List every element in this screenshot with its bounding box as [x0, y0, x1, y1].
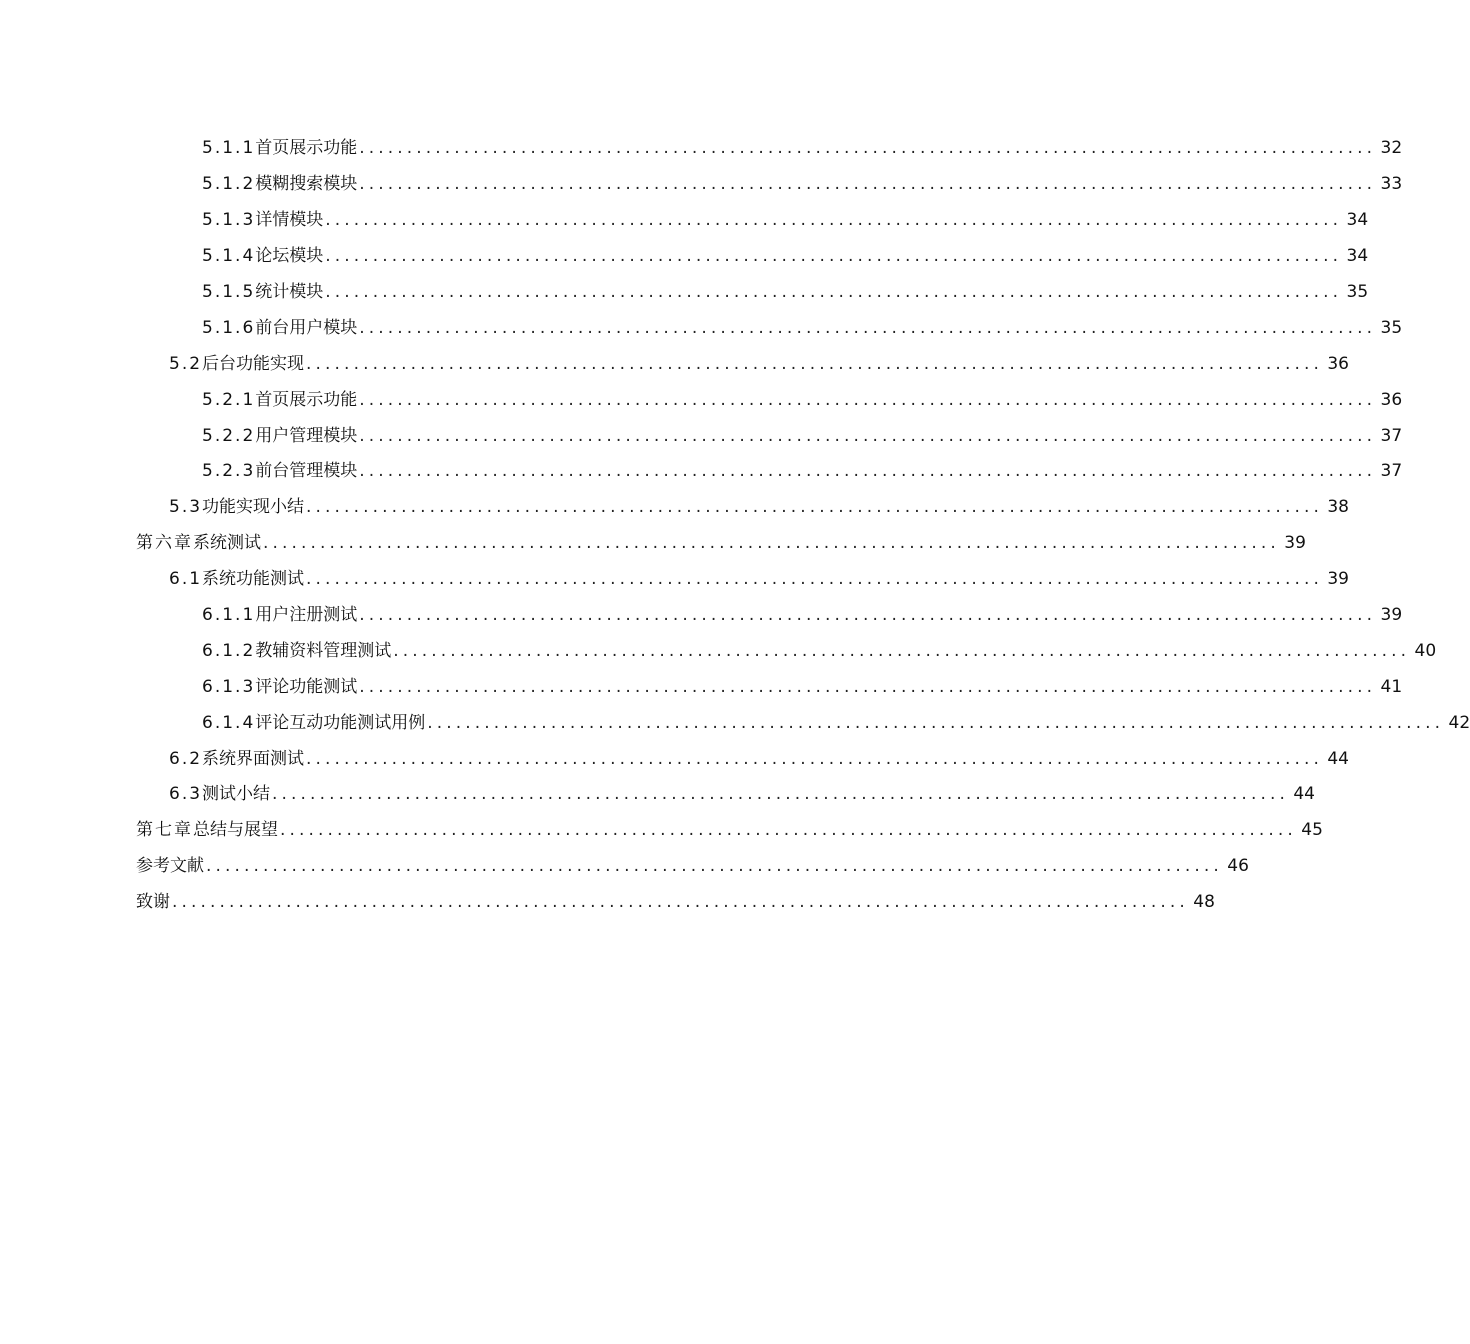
toc-entry-number: 5.2 — [169, 353, 203, 374]
toc-leader-dots: ........................................................................................................... — [206, 856, 1223, 877]
toc-entry-number: 5.2.1 — [202, 389, 256, 410]
toc-entry-page-number: 39 — [1327, 569, 1349, 590]
toc-entry-page-number: 32 — [1380, 138, 1403, 159]
toc-entry-page-number: 36 — [1327, 353, 1349, 374]
toc-entry-page-number: 41 — [1380, 676, 1403, 697]
toc-entry[interactable] — [0, 562, 1349, 598]
toc-entry-title: 参考文献 — [136, 856, 204, 877]
toc-entry-title: 用户注册测试 — [255, 605, 358, 626]
toc-leader-dots: ........................................................................................................... — [325, 210, 1343, 231]
toc-entry-number: 6.1.1 — [202, 605, 256, 626]
toc-entry-title: 统计模块 — [255, 282, 324, 302]
toc-entry-page-number: 48 — [1193, 892, 1215, 913]
toc-entry-number: 5.3 — [169, 497, 203, 518]
toc-entry[interactable] — [0, 849, 1249, 885]
toc-entry-title: 评论功能测试 — [255, 676, 358, 697]
toc-leader-dots: ........................................................................................................... — [359, 425, 1377, 446]
toc-leader-dots: ........................................................................................................... — [280, 820, 1297, 841]
table-of-contents — [0, 131, 1470, 921]
toc-entry-title: 测试小结 — [202, 784, 271, 805]
toc-entry-page-number: 37 — [1380, 425, 1403, 446]
toc-leader-dots: ........................................................................................................... — [325, 246, 1343, 267]
toc-entry-page-number: 39 — [1380, 605, 1403, 626]
toc-entry-title: 用户管理模块 — [255, 425, 358, 446]
toc-leader-dots: ........................................................................................................... — [263, 533, 1280, 554]
toc-leader-dots: ........................................................................................................... — [359, 605, 1377, 626]
toc-entry[interactable] — [0, 131, 1403, 167]
toc-entry[interactable] — [0, 454, 1403, 490]
toc-entry-number: 5.2.2 — [202, 425, 256, 446]
toc-entry[interactable] — [0, 490, 1349, 526]
toc-entry[interactable] — [0, 310, 1403, 346]
toc-entry-title: 前台管理模块 — [255, 461, 358, 482]
toc-entry-number: 5.1.3 — [202, 210, 256, 231]
toc-entry[interactable] — [0, 239, 1369, 275]
toc-leader-dots: ........................................................................................................... — [359, 389, 1377, 410]
toc-entry-number: 6.1.4 — [202, 712, 256, 733]
toc-entry[interactable] — [0, 669, 1403, 705]
toc-leader-dots: ........................................................................................................... — [359, 676, 1377, 697]
toc-entry-page-number: 35 — [1380, 317, 1403, 338]
toc-entry-page-number: 46 — [1227, 856, 1249, 877]
toc-leader-dots: ........................................................................................................... — [306, 748, 1323, 769]
toc-leader-dots: ........................................................................................................... — [393, 640, 1411, 661]
toc-entry-title: 详情模块 — [255, 210, 324, 231]
toc-entry-page-number: 44 — [1327, 748, 1349, 769]
toc-entry[interactable] — [0, 705, 1470, 741]
toc-entry[interactable] — [0, 598, 1403, 634]
toc-entry[interactable] — [0, 885, 1215, 921]
toc-entry-number: 5.1.5 — [202, 282, 256, 302]
toc-entry-page-number: 44 — [1293, 784, 1315, 805]
toc-entry-page-number: 37 — [1380, 461, 1403, 482]
toc-entry-title: 后台功能实现 — [202, 353, 305, 374]
toc-entry-page-number: 34 — [1346, 210, 1369, 231]
toc-entry[interactable] — [0, 633, 1437, 669]
toc-leader-dots: ........................................................................................................... — [306, 569, 1323, 590]
toc-entry-title: 首页展示功能 — [255, 389, 358, 410]
toc-entry-page-number: 40 — [1414, 640, 1437, 661]
toc-entry-title: 系统功能测试 — [202, 569, 305, 590]
toc-entry-number: 6.1.3 — [202, 676, 256, 697]
toc-entry-page-number: 42 — [1448, 712, 1470, 733]
toc-entry-title: 前台用户模块 — [255, 317, 358, 338]
toc-entry[interactable] — [0, 167, 1403, 203]
toc-entry-number: 5.1.1 — [202, 138, 256, 159]
toc-leader-dots: ........................................................................................................... — [359, 317, 1377, 338]
toc-leader-dots: ........................................................................................................... — [272, 784, 1289, 805]
toc-entry-number: 第六章 — [136, 533, 193, 554]
toc-entry[interactable] — [0, 418, 1403, 454]
toc-entry-title: 教辅资料管理测试 — [255, 640, 392, 661]
toc-entry-number: 5.1.2 — [202, 174, 256, 195]
toc-entry-page-number: 45 — [1301, 820, 1323, 841]
toc-leader-dots: ........................................................................................................... — [306, 497, 1323, 518]
toc-entry-title: 致谢 — [136, 892, 170, 913]
toc-entry[interactable] — [0, 346, 1349, 382]
toc-entry-number: 6.3 — [169, 784, 203, 805]
toc-entry-number: 6.1.2 — [202, 640, 256, 661]
toc-entry-title: 系统测试 — [193, 533, 261, 554]
toc-entry-page-number: 39 — [1284, 533, 1306, 554]
toc-entry-number: 5.1.6 — [202, 317, 256, 338]
toc-entry-number: 6.2 — [169, 748, 203, 769]
toc-entry-page-number: 36 — [1380, 389, 1403, 410]
toc-entry[interactable] — [0, 813, 1323, 849]
toc-entry-title: 模糊搜索模块 — [255, 174, 358, 195]
toc-leader-dots: ........................................................................................................... — [359, 138, 1377, 159]
toc-leader-dots: ........................................................................................................... — [172, 892, 1189, 913]
toc-leader-dots: ........................................................................................................... — [306, 353, 1323, 374]
toc-entry[interactable] — [0, 777, 1315, 813]
toc-entry-title: 总结与展望 — [193, 820, 278, 841]
toc-entry-page-number: 34 — [1346, 246, 1369, 267]
toc-leader-dots: ........................................................................................................... — [359, 174, 1377, 195]
toc-entry-number: 5.2.3 — [202, 461, 256, 482]
toc-entry-title: 系统界面测试 — [202, 748, 305, 769]
toc-entry[interactable] — [0, 203, 1369, 239]
toc-entry-page-number: 33 — [1380, 174, 1403, 195]
toc-entry-number: 6.1 — [169, 569, 203, 590]
toc-entry-title: 功能实现小结 — [202, 497, 305, 518]
toc-entry-title: 首页展示功能 — [255, 138, 358, 159]
toc-entry[interactable] — [0, 526, 1306, 562]
toc-entry-page-number: 35 — [1346, 282, 1369, 302]
toc-entry-title: 论坛模块 — [255, 246, 324, 267]
toc-entry-title: 评论互动功能测试用例 — [255, 712, 426, 733]
toc-entry[interactable] — [0, 382, 1403, 418]
toc-entry-number: 第七章 — [136, 820, 193, 841]
toc-leader-dots: ........................................................................................................... — [325, 282, 1343, 302]
toc-leader-dots: ........................................................................................................... — [359, 461, 1377, 482]
toc-entry[interactable] — [0, 741, 1349, 777]
toc-entry-number: 5.1.4 — [202, 246, 256, 267]
toc-entry[interactable] — [0, 275, 1369, 311]
toc-entry-page-number: 38 — [1327, 497, 1349, 518]
toc-leader-dots: ........................................................................................................... — [427, 712, 1445, 733]
